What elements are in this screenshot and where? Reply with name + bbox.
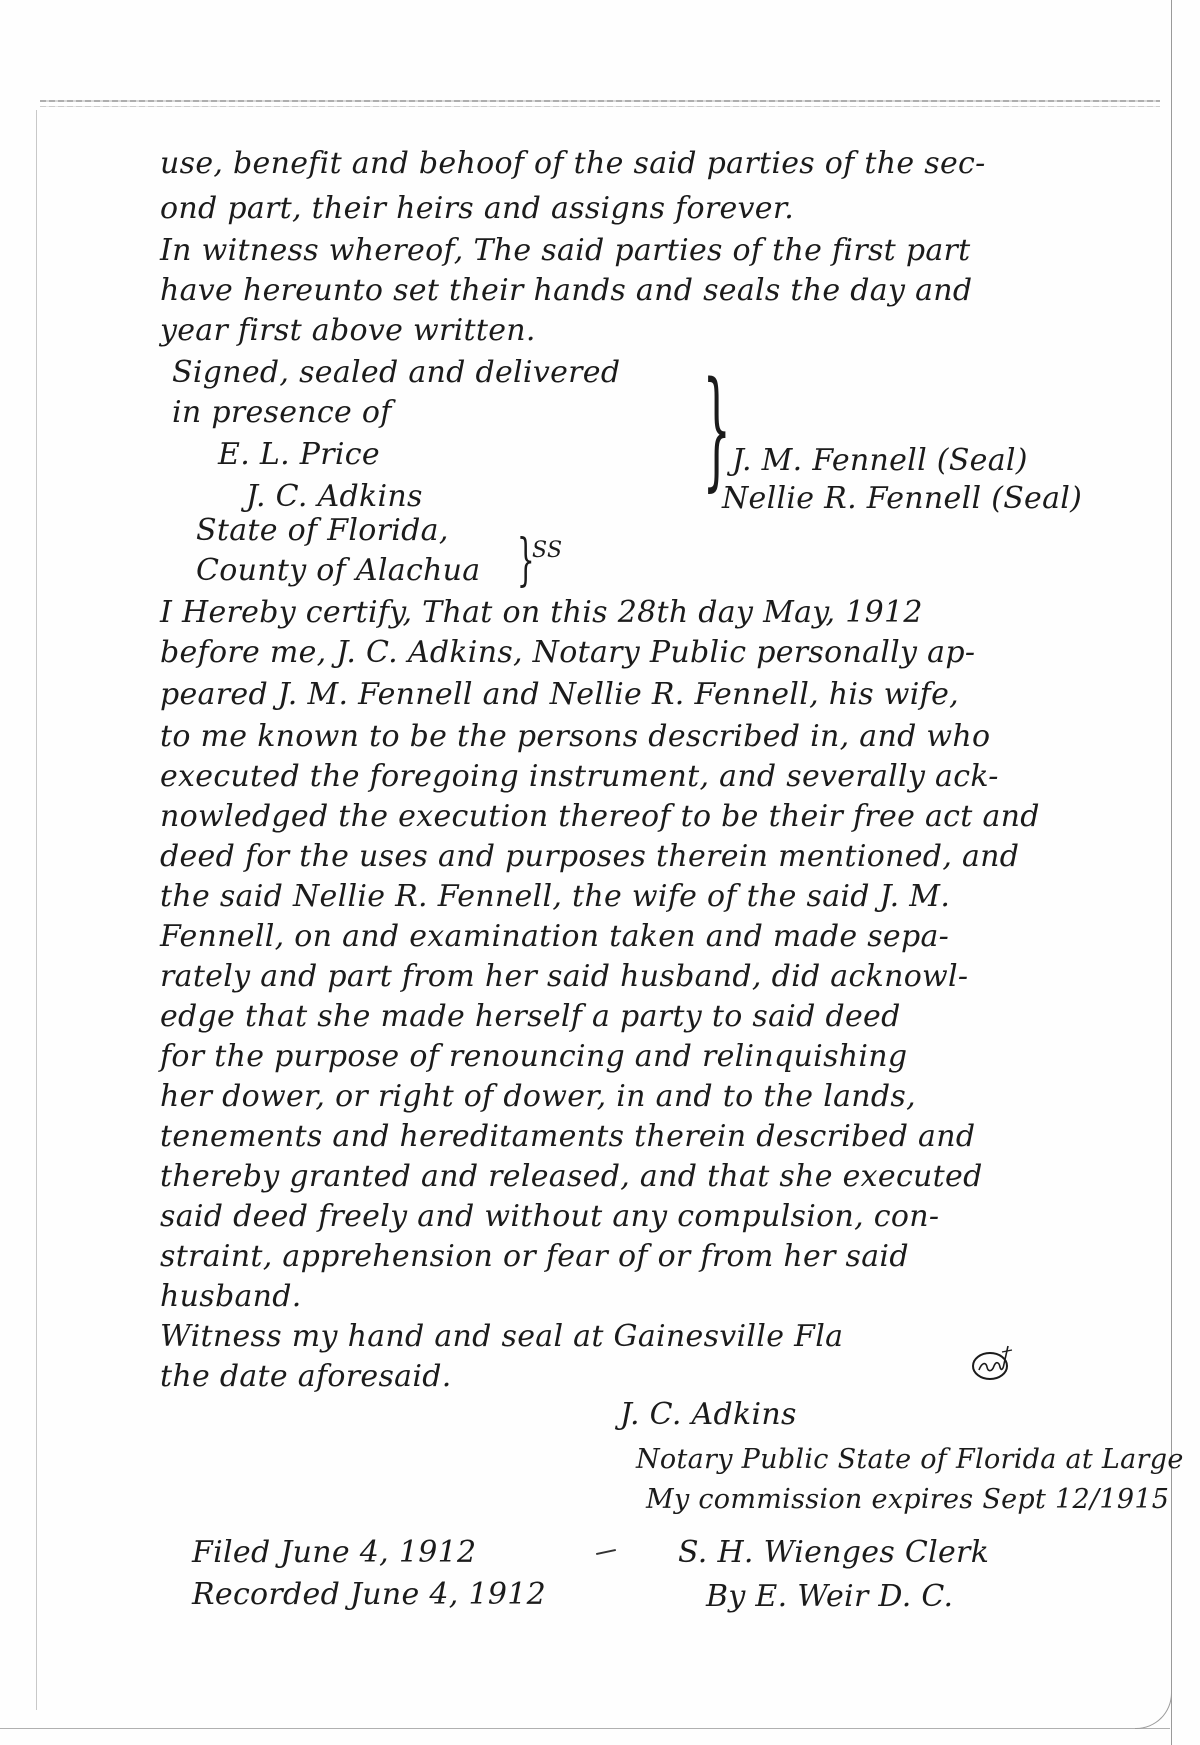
deed-line: year first above written.	[160, 313, 536, 348]
notary-title: Notary Public State of Florida at Large	[636, 1444, 1184, 1475]
acknowledgment-line: the said Nellie R. Fennell, the wife of the said J. M.	[160, 879, 951, 914]
recorded-date: Recorded June 4, 1912	[192, 1577, 547, 1612]
acknowledgment-line: straint, apprehension or fear of or from her said	[160, 1239, 909, 1274]
acknowledgment-line: edge that she made herself a party to said deed	[160, 999, 901, 1034]
witness-intro: Signed, sealed and delivered	[172, 355, 621, 390]
acknowledgment-line: her dower, or right of dower, in and to the lands,	[160, 1079, 916, 1114]
venue-state: State of Florida,	[196, 513, 449, 548]
deed-line: have hereunto set their hands and seals the day and	[160, 273, 973, 308]
notary-signature: J. C. Adkins	[620, 1397, 797, 1432]
acknowledgment-line: Fennell, on and examination taken and made sepa-	[160, 919, 950, 954]
notary-commission: My commission expires Sept 12/1915	[646, 1484, 1170, 1515]
witness-signature: E. L. Price	[218, 437, 380, 472]
top-ruled-edge	[40, 100, 1160, 102]
left-margin-line	[36, 110, 37, 1710]
signature-brace: }	[702, 355, 731, 504]
acknowledgment-line: tenements and hereditaments therein described and	[160, 1119, 976, 1154]
witness-signature: J. C. Adkins	[246, 479, 423, 514]
acknowledgment-line: thereby granted and released, and that she executed	[160, 1159, 983, 1194]
deed-line: In witness whereof, The said parties of the first part	[160, 233, 971, 268]
acknowledgment-line: to me known to be the persons described in, and who	[160, 719, 991, 754]
top-ruled-edge-secondary	[40, 106, 1160, 107]
page-right-edge	[1171, 0, 1172, 1745]
clerk-signature: S. H. Wienges Clerk	[678, 1535, 990, 1570]
acknowledgment-line: husband.	[160, 1279, 302, 1314]
filed-date: Filed June 4, 1912	[192, 1535, 477, 1570]
attestation-line: the date aforesaid.	[160, 1359, 452, 1394]
acknowledgment-line: before me, J. C. Adkins, Notary Public personally ap-	[160, 635, 976, 670]
page-corner-curl	[1135, 1648, 1172, 1729]
acknowledgment-line: nowledged the execution thereof to be their free act and	[160, 799, 1040, 834]
grantor-signature: Nellie R. Fennell (Seal)	[722, 481, 1083, 516]
separator-dash	[596, 1549, 616, 1555]
deputy-clerk-signature: By E. Weir D. C.	[706, 1579, 954, 1614]
venue-county: County of Alachua	[196, 553, 481, 588]
witness-intro: in presence of	[172, 395, 392, 430]
deed-line: use, benefit and behoof of the said parties of the sec-	[160, 146, 986, 181]
page-bottom-edge	[0, 1728, 1170, 1729]
venue-brace: }	[516, 528, 535, 593]
attestation-line: Witness my hand and seal at Gainesville Fla	[160, 1319, 844, 1354]
acknowledgment-line: peared J. M. Fennell and Nellie R. Fennell, his wife,	[160, 677, 959, 712]
acknowledgment-line: rately and part from her said husband, did acknowl-	[160, 959, 969, 994]
acknowledgment-line: for the purpose of renouncing and relinquishing	[160, 1039, 908, 1074]
acknowledgment-line: executed the foregoing instrument, and severally ack-	[160, 759, 999, 794]
acknowledgment-line: said deed freely and without any compulsion, con-	[160, 1199, 940, 1234]
acknowledgment-line: deed for the uses and purposes therein mentioned, and	[160, 839, 1020, 874]
deed-line: ond part, their heirs and assigns forever.	[160, 191, 795, 226]
acknowledgment-line: I Hereby certify, That on this 28th day May, 1912	[160, 595, 923, 630]
venue-ss: SS	[532, 538, 563, 563]
grantor-signature: J. M. Fennell (Seal)	[732, 443, 1028, 478]
notary-seal-mark	[970, 1342, 1014, 1384]
